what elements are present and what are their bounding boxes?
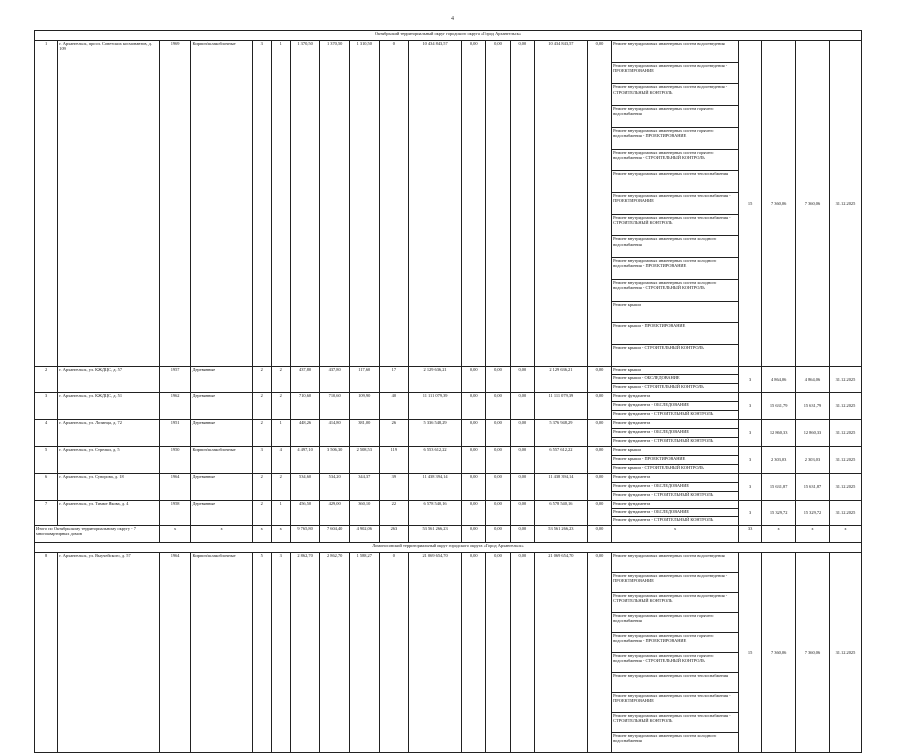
cell-price_b: 15 631,87 xyxy=(796,473,830,500)
work-item: Ремонт внутридомовых инженерных систем теплоснабжения - ПРОЕКТИРОВАНИЕ xyxy=(612,692,739,712)
cell-material: Кирпич/шлакоблочные xyxy=(191,41,252,367)
cell-area_b: 117,60 xyxy=(349,366,379,392)
cell-f1: 0,00 xyxy=(462,41,486,367)
cell-floors: 2 xyxy=(252,500,271,525)
cell-year: 1950 xyxy=(159,446,191,473)
cell-area_b: 344,37 xyxy=(349,473,379,500)
cell-year: 1964 xyxy=(159,473,191,500)
cell-f2: 0,00 xyxy=(486,41,510,367)
cell-cost_total: 11 438 394,14 xyxy=(409,473,462,500)
cell-year: 1958 xyxy=(159,500,191,525)
cell-entrances: 3 xyxy=(271,552,290,752)
cell-area_b: 360,10 xyxy=(349,500,379,525)
cell-cost_owners: 2 129 636,21 xyxy=(534,366,587,392)
cell-cost_total: 5 336 548,29 xyxy=(409,419,462,446)
cell-cost_total: 11 111 079,39 xyxy=(409,392,462,419)
repair-program-table xyxy=(34,30,862,753)
cell-count: 3 xyxy=(738,419,761,446)
cell-entrances: 2 xyxy=(271,392,290,419)
section-title-cell: Октябрьский территориальный округ городского округа «Город Архангельск» xyxy=(35,31,862,41)
cell-area_a: 710,60 xyxy=(320,392,350,419)
cell-n: 4 xyxy=(35,419,58,446)
cell-n: 8 xyxy=(35,552,58,752)
cell-material: Деревянные xyxy=(191,392,252,419)
cell-year: 1964 xyxy=(159,552,191,752)
cell-area_b: 1 310,50 xyxy=(349,41,379,367)
cell-deadline: 31.12.2025 xyxy=(829,552,861,752)
cell-deadline: 31.12.2025 xyxy=(829,392,861,419)
cell-cost_owners: 11 111 079,39 xyxy=(534,392,587,419)
work-item: Ремонт внутридомовых инженерных систем горячего водоснабжения - ПРОЕКТИРОВАНИЕ xyxy=(612,127,739,149)
work-item: Ремонт внутридомовых инженерных систем теплоснабжения - ПРОЕКТИРОВАНИЕ xyxy=(612,193,739,215)
cell-f1: 0,00 xyxy=(462,552,486,752)
cell-n: 1 xyxy=(35,41,58,367)
cell-cost_owners: 10 434 843,57 xyxy=(534,41,587,367)
work-item: Ремонт фундамента - СТРОИТЕЛЬНЫЙ КОНТРОЛЬ xyxy=(612,437,739,446)
total-area_b: 4 902,06 xyxy=(349,525,379,542)
work-item: Ремонт крыши - СТРОИТЕЛЬНЫЙ КОНТРОЛЬ xyxy=(612,345,739,367)
cell-material: Деревянные xyxy=(191,419,252,446)
cell-address: г. Архангельск, ул. Стрелки, д. 5 xyxy=(58,446,159,473)
cell-f1: 0,00 xyxy=(462,366,486,392)
table-row xyxy=(35,41,862,63)
cell-cost_total: 21 069 654,70 xyxy=(409,552,462,752)
cell-f2: 0,00 xyxy=(486,392,510,419)
cell-f4: 0,00 xyxy=(587,500,611,525)
work-item: Ремонт фундамента - ОБСЛЕДОВАНИЕ xyxy=(612,401,739,410)
cell-deadline: 31.12.2025 xyxy=(829,473,861,500)
cell-f3: 0,00 xyxy=(510,473,534,500)
work-item: Ремонт фундамента - СТРОИТЕЛЬНЫЙ КОНТРОЛЬ xyxy=(612,491,739,500)
cell-entrances: 2 xyxy=(271,366,290,392)
cell-price_a: 15 631,87 xyxy=(762,473,796,500)
cell-f4: 0,00 xyxy=(587,473,611,500)
cell-entrances: 1 xyxy=(271,500,290,525)
cell-f1: 0,00 xyxy=(462,473,486,500)
cell-area_b: 381,00 xyxy=(349,419,379,446)
cell-price_b: 4 864,06 xyxy=(796,366,830,392)
cell-cost_total: 6 578 540,16 xyxy=(409,500,462,525)
work-item: Ремонт крыши - ОБСЛЕДОВАНИЕ xyxy=(612,375,739,384)
work-item: Ремонт крыши - СТРОИТЕЛЬНЫЙ КОНТРОЛЬ xyxy=(612,464,739,473)
cell-cost_owners: 5 376 948,29 xyxy=(534,419,587,446)
cell-area_b: 109,90 xyxy=(349,392,379,419)
cell-address: г. Архангельск, ул. Тимме Якова, д. 4 xyxy=(58,500,159,525)
table-row xyxy=(35,552,862,572)
cell-material: Деревянные xyxy=(191,366,252,392)
cell-f3: 0,00 xyxy=(510,366,534,392)
work-item: Ремонт крыши - ПРОЕКТИРОВАНИЕ xyxy=(612,323,739,345)
cell-count: 15 xyxy=(738,552,761,752)
cell-material: Деревянные xyxy=(191,500,252,525)
cell-area_a: 1 370,50 xyxy=(320,41,350,367)
total-f4: 0,00 xyxy=(587,525,611,542)
work-item: Ремонт внутридомовых инженерных систем холодного водоснабжения - ПРОЕКТИРОВАНИЕ xyxy=(612,258,739,280)
total-f3: 0,00 xyxy=(510,525,534,542)
cell-count: 15 xyxy=(738,41,761,367)
work-item: Ремонт фундамента xyxy=(612,419,739,428)
cell-area_a: 3 506,30 xyxy=(320,446,350,473)
cell-f3: 0,00 xyxy=(510,446,534,473)
cell-count: 3 xyxy=(738,392,761,419)
work-item: Ремонт крыши xyxy=(612,366,739,375)
cell-f2: 0,00 xyxy=(486,552,510,752)
cell-area_a: 429,00 xyxy=(320,500,350,525)
work-item: Ремонт внутридомовых инженерных систем горячего водоснабжения - СТРОИТЕЛЬНЫЙ КОНТРОЛЬ xyxy=(612,652,739,672)
work-item: Ремонт внутридомовых инженерных систем водоотведения xyxy=(612,552,739,572)
cell-price_b: 7 360,06 xyxy=(796,41,830,367)
cell-floors: 5 xyxy=(252,552,271,752)
cell-f2: 0,00 xyxy=(486,500,510,525)
total-residents: 263 xyxy=(379,525,409,542)
cell-f2: 0,00 xyxy=(486,446,510,473)
cell-cost_owners: 11 438 394,14 xyxy=(534,473,587,500)
cell-f2: 0,00 xyxy=(486,473,510,500)
cell-address: г. Архангельск, ул. Лозинца, д. 72 xyxy=(58,419,159,446)
cell-entrances: 2 xyxy=(271,473,290,500)
cell-price_a: 4 864,06 xyxy=(762,366,796,392)
table-row xyxy=(35,473,862,482)
cell-price_a: 7 360,06 xyxy=(762,41,796,367)
work-item: Ремонт крыши - ПРОЕКТИРОВАНИЕ xyxy=(612,455,739,464)
cell-address: г. Архангельск, просп. Советских космонавтов, д. 109 xyxy=(58,41,159,367)
cell-entrances: 4 xyxy=(271,446,290,473)
cell-f4: 0,00 xyxy=(587,552,611,752)
cell-cost_total: 10 434 843,57 xyxy=(409,41,462,367)
cell-f2: 0,00 xyxy=(486,419,510,446)
cell-residents: 39 xyxy=(379,473,409,500)
cell-area_a: 534,20 xyxy=(320,473,350,500)
cell-residents: 22 xyxy=(379,500,409,525)
cell-area_a: 437,80 xyxy=(320,366,350,392)
cell-f1: 0,00 xyxy=(462,446,486,473)
work-item: Ремонт внутридомовых инженерных систем горячего водоснабжения - ПРОЕКТИРОВАНИЕ xyxy=(612,632,739,652)
cell-year: 1957 xyxy=(159,366,191,392)
cell-floors: 2 xyxy=(252,366,271,392)
work-item: Ремонт внутридомовых инженерных систем водоотведения - СТРОИТЕЛЬНЫЙ КОНТРОЛЬ xyxy=(612,592,739,612)
cell-area_total: 534,60 xyxy=(290,473,320,500)
total-cost_total: 53 561 266,23 xyxy=(409,525,462,542)
cell-address: г. Архангельск, ул. Выучейского, д. 57 xyxy=(58,552,159,752)
work-item: Ремонт внутридомовых инженерных систем водоотведения xyxy=(612,41,739,63)
cell-f4: 0,00 xyxy=(587,366,611,392)
cell-cost_owners: 6 578 540,16 xyxy=(534,500,587,525)
table-row xyxy=(35,419,862,428)
total-f1: 0,00 xyxy=(462,525,486,542)
cell-price_b: 12 860,33 xyxy=(796,419,830,446)
cell-price_b: 7 360,06 xyxy=(796,552,830,752)
cell-n: 7 xyxy=(35,500,58,525)
cell-f1: 0,00 xyxy=(462,419,486,446)
work-item: Ремонт внутридомовых инженерных систем водоотведения - ПРОЕКТИРОВАНИЕ xyxy=(612,62,739,84)
cell-residents: 26 xyxy=(379,419,409,446)
cell-area_a: 414,80 xyxy=(320,419,350,446)
cell-year: 1969 xyxy=(159,41,191,367)
work-item: Ремонт фундамента - ОБСЛЕДОВАНИЕ xyxy=(612,509,739,517)
work-item: Ремонт фундамента xyxy=(612,473,739,482)
cell-f4: 0,00 xyxy=(587,392,611,419)
cell-f3: 0,00 xyxy=(510,392,534,419)
total-row xyxy=(35,525,862,542)
cell-n: 3 xyxy=(35,392,58,419)
cell-area_total: 2 862,70 xyxy=(290,552,320,752)
cell-cost_total: 2 129 636,21 xyxy=(409,366,462,392)
total-f2: 0,00 xyxy=(486,525,510,542)
cell-f1: 0,00 xyxy=(462,500,486,525)
cell-count: 3 xyxy=(738,366,761,392)
work-item: Ремонт крыши - СТРОИТЕЛЬНЫЙ КОНТРОЛЬ xyxy=(612,384,739,393)
cell-price_b: 15 329,72 xyxy=(796,500,830,525)
work-item: Ремонт внутридомовых инженерных систем холодного водоснабжения xyxy=(612,732,739,752)
cell-f2: 0,00 xyxy=(486,366,510,392)
work-item: Ремонт внутридомовых инженерных систем горячего водоснабжения xyxy=(612,106,739,128)
total-dot: х xyxy=(159,525,191,542)
section-title-cell: Ломоносовский территориальный округ городского округа «Город Архангельск» xyxy=(35,542,862,552)
total-label: Итого по Октябрьскому территориальному округу - 7 многоквартирных домов xyxy=(35,525,160,542)
cell-deadline: 31.12.2025 xyxy=(829,41,861,367)
work-item: Ремонт фундамента xyxy=(612,500,739,508)
cell-f4: 0,00 xyxy=(587,446,611,473)
work-item: Ремонт внутридомовых инженерных систем водоотведения - СТРОИТЕЛЬНЫЙ КОНТРОЛЬ xyxy=(612,84,739,106)
total-dot: х xyxy=(762,525,796,542)
cell-f4: 0,00 xyxy=(587,419,611,446)
cell-material: Кирпич/шлакоблочные xyxy=(191,446,252,473)
cell-price_a: 2 303,03 xyxy=(762,446,796,473)
cell-year: 1962 xyxy=(159,392,191,419)
work-item: Ремонт фундамента - ОБСЛЕДОВАНИЕ xyxy=(612,428,739,437)
cell-residents: 0 xyxy=(379,41,409,367)
cell-deadline: 31.12.2025 xyxy=(829,419,861,446)
cell-cost_owners: 21 069 654,70 xyxy=(534,552,587,752)
cell-price_a: 12 860,33 xyxy=(762,419,796,446)
total-dot: х xyxy=(796,525,830,542)
cell-year: 1951 xyxy=(159,419,191,446)
cell-address: г. Архангельск, ул. КЖДЦС, д. 51 xyxy=(58,392,159,419)
cell-area_b: 1 588,27 xyxy=(349,552,379,752)
work-item: Ремонт внутридомовых инженерных систем водоотведения - ПРОЕКТИРОВАНИЕ xyxy=(612,572,739,592)
cell-material: Кирпич/шлакоблочные xyxy=(191,552,252,752)
total-dot: х xyxy=(271,525,290,542)
cell-floors: 2 xyxy=(252,473,271,500)
cell-floors: 3 xyxy=(252,446,271,473)
total-cost_owners: 53 561 266,23 xyxy=(534,525,587,542)
cell-address: г. Архангельск, ул. КЖДЦС, д. 57 xyxy=(58,366,159,392)
cell-area_total: 448,26 xyxy=(290,419,320,446)
work-item: Ремонт внутридомовых инженерных систем теплоснабжения - СТРОИТЕЛЬНЫЙ КОНТРОЛЬ xyxy=(612,712,739,732)
cell-floors: 2 xyxy=(252,392,271,419)
cell-f4: 0,00 xyxy=(587,41,611,367)
work-item: Ремонт внутридомовых инженерных систем горячего водоснабжения - СТРОИТЕЛЬНЫЙ КОНТРОЛЬ xyxy=(612,149,739,171)
work-item: Ремонт внутридомовых инженерных систем теплоснабжения - СТРОИТЕЛЬНЫЙ КОНТРОЛЬ xyxy=(612,214,739,236)
cell-address: г. Архангельск, ул. Суворова, д. 18 xyxy=(58,473,159,500)
total-area_a: 7 604,40 xyxy=(320,525,350,542)
work-item: Ремонт крыши xyxy=(612,301,739,323)
work-item: Ремонт внутридомовых инженерных систем теплоснабжения xyxy=(612,672,739,692)
work-item: Ремонт внутридомовых инженерных систем холодного водоснабжения - СТРОИТЕЛЬНЫЙ КОНТРОЛЬ xyxy=(612,279,739,301)
work-item: Ремонт фундамента - СТРОИТЕЛЬНЫЙ КОНТРОЛЬ xyxy=(612,410,739,419)
cell-f3: 0,00 xyxy=(510,552,534,752)
cell-area_total: 710,60 xyxy=(290,392,320,419)
cell-area_b: 2 508,53 xyxy=(349,446,379,473)
total-dot: х xyxy=(191,525,252,542)
cell-price_a: 7 360,06 xyxy=(762,552,796,752)
total-count: 33 xyxy=(738,525,761,542)
cell-residents: 119 xyxy=(379,446,409,473)
total-area_total: 9 765,80 xyxy=(290,525,320,542)
cell-f3: 0,00 xyxy=(510,500,534,525)
cell-f3: 0,00 xyxy=(510,41,534,367)
cell-cost_total: 6 553 612,22 xyxy=(409,446,462,473)
total-dot: х xyxy=(612,525,739,542)
total-dot: х xyxy=(829,525,861,542)
cell-price_a: 15 329,72 xyxy=(762,500,796,525)
cell-entrances: 1 xyxy=(271,419,290,446)
cell-floors: 2 xyxy=(252,419,271,446)
cell-area_a: 2 862,70 xyxy=(320,552,350,752)
work-item: Ремонт фундамента - СТРОИТЕЛЬНЫЙ КОНТРОЛЬ xyxy=(612,517,739,525)
cell-area_total: 1 370,50 xyxy=(290,41,320,367)
cell-material: Деревянные xyxy=(191,473,252,500)
section-title-oktyabrsky xyxy=(35,31,862,41)
cell-f3: 0,00 xyxy=(510,419,534,446)
section-title-lomonosovsky xyxy=(35,542,862,552)
page-number: 4 xyxy=(451,16,454,22)
cell-deadline: 31.12.2025 xyxy=(829,366,861,392)
cell-f1: 0,00 xyxy=(462,392,486,419)
cell-n: 2 xyxy=(35,366,58,392)
work-item: Ремонт внутридомовых инженерных систем горячего водоснабжения xyxy=(612,612,739,632)
cell-entrances: 1 xyxy=(271,41,290,367)
cell-count: 3 xyxy=(738,446,761,473)
cell-area_total: 456,50 xyxy=(290,500,320,525)
cell-residents: 17 xyxy=(379,366,409,392)
work-item: Ремонт внутридомовых инженерных систем холодного водоснабжения xyxy=(612,236,739,258)
cell-area_total: 437,80 xyxy=(290,366,320,392)
cell-floors: 3 xyxy=(252,41,271,367)
table-row xyxy=(35,500,862,508)
table-row xyxy=(35,366,862,375)
cell-residents: 0 xyxy=(379,552,409,752)
cell-price_a: 15 631,79 xyxy=(762,392,796,419)
work-item: Ремонт фундамента - ОБСЛЕДОВАНИЕ xyxy=(612,482,739,491)
total-dot: х xyxy=(252,525,271,542)
work-item: Ремонт внутридомовых инженерных систем теплоснабжения xyxy=(612,171,739,193)
cell-deadline: 31.12.2025 xyxy=(829,500,861,525)
work-item: Ремонт фундамента xyxy=(612,392,739,401)
table-row xyxy=(35,446,862,455)
cell-count: 3 xyxy=(738,473,761,500)
table-row xyxy=(35,392,862,401)
table-body xyxy=(35,31,862,753)
cell-residents: 40 xyxy=(379,392,409,419)
cell-price_b: 15 631,79 xyxy=(796,392,830,419)
cell-n: 6 xyxy=(35,473,58,500)
cell-cost_owners: 6 557 612,22 xyxy=(534,446,587,473)
cell-area_total: 4 497,10 xyxy=(290,446,320,473)
cell-n: 5 xyxy=(35,446,58,473)
cell-count: 3 xyxy=(738,500,761,525)
work-item: Ремонт крыши xyxy=(612,446,739,455)
cell-price_b: 2 303,03 xyxy=(796,446,830,473)
cell-deadline: 31.12.2025 xyxy=(829,446,861,473)
